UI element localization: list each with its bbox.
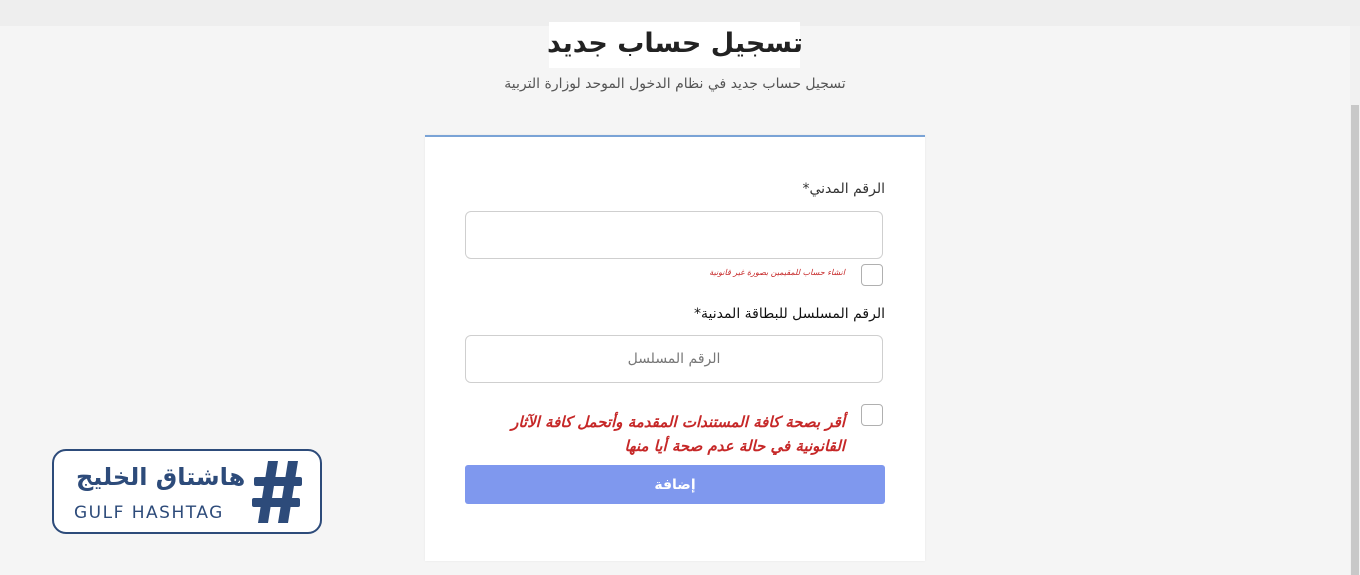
logo-arabic-text: هاشتاق الخليج (76, 463, 246, 491)
add-button[interactable]: إضافة (465, 465, 885, 504)
illegal-resident-label: انشاء حساب للمقيمين بصورة غير قانونية (709, 268, 845, 277)
hashtag-icon (250, 457, 306, 527)
scrollbar-thumb[interactable] (1351, 105, 1359, 575)
logo-english-text: GULF HASHTAG (74, 503, 224, 523)
page-subtitle: تسجيل حساب جديد في نظام الدخول الموحد لوزارة التربية (504, 76, 846, 92)
civil-id-label: الرقم المدني* (802, 181, 885, 197)
page-title: تسجيل حساب جديد (547, 28, 803, 59)
serial-number-input[interactable] (465, 335, 883, 383)
registration-card (425, 135, 925, 561)
serial-number-label: الرقم المسلسل للبطاقة المدنية* (693, 306, 885, 322)
gulf-hashtag-logo (52, 449, 322, 534)
illegal-resident-checkbox[interactable] (861, 264, 883, 286)
civil-id-input[interactable] (465, 211, 883, 259)
acknowledge-text: أقر بصحة كافة المستندات المقدمة وأتحمل كافة الآثار القانونية في حالة عدم صحة أيا منها (511, 413, 845, 455)
acknowledge-checkbox[interactable] (861, 404, 883, 426)
